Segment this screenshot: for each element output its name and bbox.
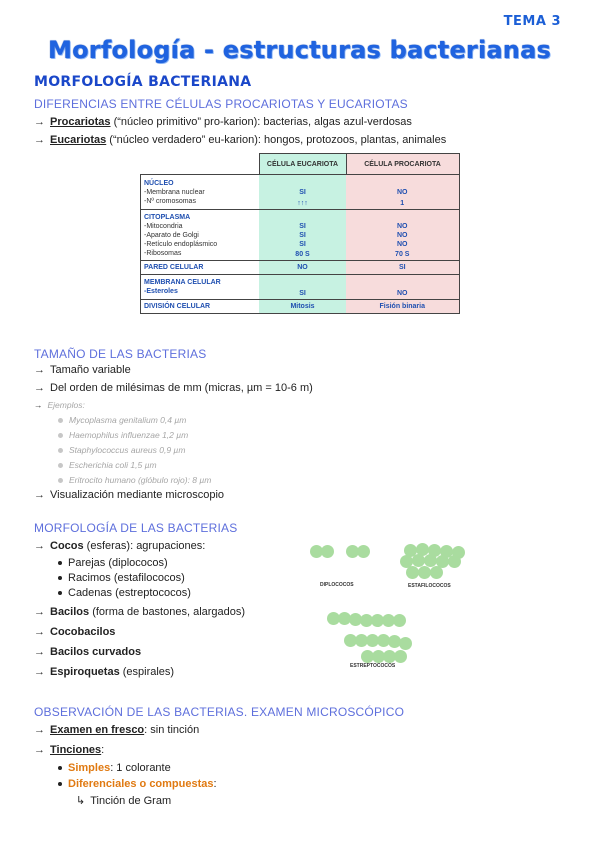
bullet-item: Racimos (estafilococos) xyxy=(58,572,185,584)
table-row: NÚCLEO xyxy=(141,175,460,189)
bullet-icon xyxy=(58,766,62,770)
arrow-icon: → xyxy=(34,134,45,146)
arrow-icon: → xyxy=(34,724,45,736)
arrow-icon: → xyxy=(34,116,45,128)
bullet-icon xyxy=(58,448,63,453)
heading-observacion: OBSERVACIÓN DE LAS BACTERIAS. EXAMEN MICROSCÓPICO xyxy=(34,705,405,719)
arrow-icon: → xyxy=(34,744,45,756)
line-procariotas: → Procariotas (“núcleo primitivo” pro-karion): bacterias, algas azul-verdosas xyxy=(34,116,412,128)
example-item: Eritrocito humano (glóbulo rojo): 8 µm xyxy=(58,475,211,485)
table-header-empty xyxy=(141,154,260,175)
heading-tamano: TAMAÑO DE LAS BACTERIAS xyxy=(34,347,207,361)
arrow-icon: → xyxy=(34,364,45,376)
bullet-diferenciales: Diferenciales o compuestas: xyxy=(58,778,217,790)
arrow-icon: → xyxy=(34,666,45,678)
table-row: PARED CELULAR NO SI xyxy=(141,261,460,275)
section-subtitle: MORFOLOGÍA BACTERIANA xyxy=(34,74,252,90)
page-title: Morfología - estructuras bacterianas xyxy=(48,36,551,64)
tema-label: TEMA 3 xyxy=(503,14,561,29)
line-tamano-variable: → Tamaño variable xyxy=(34,364,131,376)
label-estreptococos: ESTREPTOCOCOS xyxy=(350,663,396,669)
table-header-eucariota: CÉLULA EUCARIOTA xyxy=(259,154,346,175)
arrow-icon: → xyxy=(34,382,45,394)
table-row: -Membrana nuclear SI NO xyxy=(141,188,460,197)
example-item: Escherichia coli 1,5 µm xyxy=(58,460,157,470)
line-espiroquetas: → Espiroquetas (espirales) xyxy=(34,666,175,678)
bullet-icon xyxy=(58,463,63,468)
bullet-icon xyxy=(58,591,62,595)
line-cocobacilos: → Cocobacilos xyxy=(34,626,116,638)
cocci-illustration xyxy=(300,540,470,675)
example-item: Mycoplasma genitalium 0,4 µm xyxy=(58,415,186,425)
line-gram: ↳ Tinción de Gram xyxy=(76,795,172,807)
line-examen-fresco: → Examen en fresco: sin tinción xyxy=(34,724,200,736)
arrow-icon: → xyxy=(34,489,45,501)
arrow-icon: → xyxy=(34,540,45,552)
arrow-icon: → xyxy=(34,606,45,618)
table-row: -Mitocondria SI NO xyxy=(141,222,460,231)
bullet-icon xyxy=(58,561,62,565)
label-estafilococos: ESTAFILOCOCOS xyxy=(408,583,451,589)
heading-morfologia: MORFOLOGÍA DE LAS BACTERIAS xyxy=(34,521,238,535)
line-bacilos: → Bacilos (forma de bastones, alargados) xyxy=(34,606,246,618)
label-diplococos: DIPLOCOCOS xyxy=(320,582,354,588)
table-row: MEMBRANA CELULAR xyxy=(141,275,460,288)
arrow-icon: → xyxy=(34,626,45,638)
arrow-icon: → xyxy=(34,646,45,658)
table-row: -Nº cromosomas ↑↑↑ 1 xyxy=(141,197,460,210)
hook-arrow-icon: ↳ xyxy=(76,795,86,807)
example-item: Haemophilus influenzae 1,2 µm xyxy=(58,430,188,440)
line-tinciones: → Tinciones: xyxy=(34,744,105,756)
bullet-icon xyxy=(58,576,62,580)
bullet-icon xyxy=(58,433,63,438)
bullet-item: Cadenas (estreptococos) xyxy=(58,587,191,599)
table-header-procariota: CÉLULA PROCARIOTA xyxy=(346,154,459,175)
comparison-table xyxy=(140,153,460,314)
table-row: DIVISIÓN CELULAR Mitosis Fisión binaria xyxy=(141,300,460,314)
line-bacilos-curvados: → Bacilos curvados xyxy=(34,646,142,658)
bullet-simples: Simples: 1 colorante xyxy=(58,762,171,774)
table-row: -Retículo endoplásmico SI NO xyxy=(141,240,460,249)
table-row: -Aparato de Golgi SI NO xyxy=(141,231,460,240)
table-row: -Esteroles SI NO xyxy=(141,287,460,300)
ejemplos-label: → Ejemplos: xyxy=(34,400,85,410)
line-microscopio: → Visualización mediante microscopio xyxy=(34,489,225,501)
bullet-icon xyxy=(58,478,63,483)
line-cocos: → Cocos (esferas): agrupaciones: xyxy=(34,540,206,552)
table-row: -Ribosomas 80 S 70 S xyxy=(141,249,460,261)
bullet-icon xyxy=(58,418,63,423)
line-eucariotas: → Eucariotas (“núcleo verdadero” eu-karion): hongos, protozoos, plantas, animales xyxy=(34,134,447,146)
table-row: CITOPLASMA xyxy=(141,210,460,223)
bullet-item: Parejas (diplococos) xyxy=(58,557,168,569)
line-milesimas: → Del orden de milésimas de mm (micras, µm = 10-6 m) xyxy=(34,382,313,394)
example-item: Staphylococcus aureus 0,9 µm xyxy=(58,445,185,455)
heading-diferencias: DIFERENCIAS ENTRE CÉLULAS PROCARIOTAS Y EUCARIOTAS xyxy=(34,97,408,111)
arrow-icon: → xyxy=(34,400,43,410)
bullet-icon xyxy=(58,782,62,786)
